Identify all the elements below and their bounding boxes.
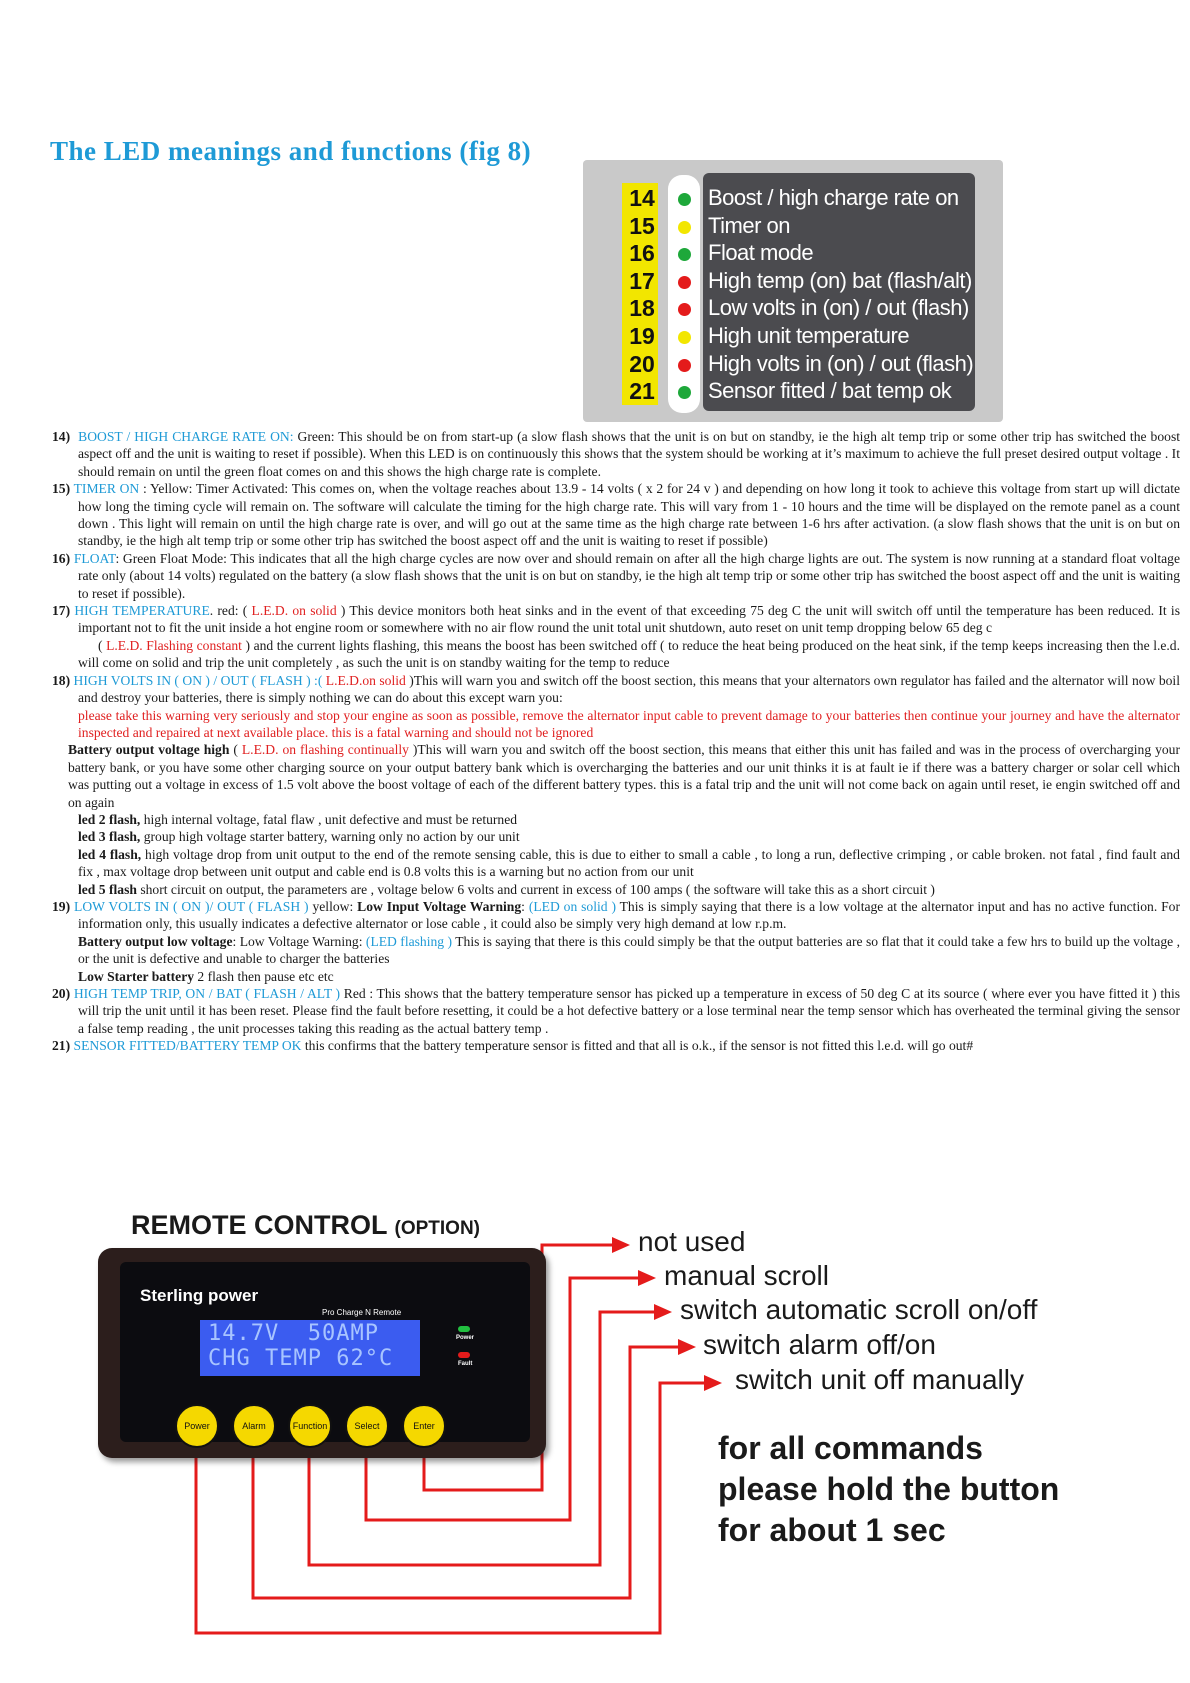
led-number: 14: [629, 185, 655, 211]
power-led-label: Power: [456, 1335, 475, 1341]
label-unit-off: switch unit off manually: [735, 1364, 1024, 1395]
led-number: 17: [629, 267, 655, 294]
section-16: 16) FLOAT: Green Float Mode: This indicates that all the high charge cycles are now over and should remain on after all the high charge lights are out. The system is now running at a standard float voltage rate only (about 14 volts) regulated on the battery (a slow flash shows that the unit is on but on standby, ie the high alt temp trip or some other trip has switched the boost aspect off and the unit is waiting to reset if possible).: [52, 550, 1181, 601]
lcd-line-1: 14.7V 50AMP: [208, 1321, 379, 1346]
brand-name: Sterling power: [140, 1286, 259, 1305]
label-alarm: switch alarm off/on: [703, 1329, 936, 1360]
led-label: High volts in (on) / out (flash): [708, 350, 974, 376]
led-label: Float mode: [708, 240, 814, 266]
arrow-auto-scroll: [654, 1304, 672, 1320]
section-20: 20) HIGH TEMP TRIP, ON / BAT ( FLASH / ALT ) Red : This shows that the battery temperature sensor has picked up a temperature in excess of 50 deg C at its source ( where ever you have fitted it ) this will trip the unit until it has been reset. Please find the fault before resetting, it could be a hot defective battery or a lose terminal near the temp sensor which has overheated the terminal giving the sensor a false temp reading , the unit processes taking this reading as the actual battery temp .: [52, 986, 1181, 1036]
section-14: 14) BOOST / HIGH CHARGE RATE ON: Green: This should be on from start-up (a slow flash shows that the unit is on but on standby, ie the high alt temp trip or some other trip has switched the boost aspect off and the unit is waiting to reset if possible). When this LED is on continuously this shows that the system should be working at it’s maximum to achieve the full preset desired output voltage . It should remain on until the green float comes on and this shows the high charge rate is complete.: [52, 429, 1181, 479]
led-label: High unit temperature: [708, 323, 910, 348]
arrow-alarm: [678, 1339, 696, 1355]
section-18-led4: led 4 flash, high voltage drop from unit output to the end of the remote sensing cable, this is due to either to small a cable , to long a run, deflective crimping , or cable broken. not fatal , find fault and fix , max voltage drop between unit output and cable end is 0.8 volts this is a warning but no action from our unit: [78, 846, 1180, 880]
lcd-line-2: CHG TEMP 62°C: [208, 1346, 394, 1371]
section-17: 17) HIGH TEMPERATURE. red: ( L.E.D. on solid ) This device monitors both heat sinks and in the event of that exceeding 75 deg C the unit will switch off until the temperature has been reduced. It is important not to fit the unit inside a hot engine room or somewhere with no air flow round the unit total unit shutdown, auto reset on unit temp dropping below 65 deg c: [52, 603, 1180, 636]
led-label: Boost / high charge rate on: [708, 185, 959, 210]
power-button[interactable]: Power: [175, 1404, 219, 1448]
section-18-led5: led 5 flash short circuit on output, the parameters are , voltage below 6 volts and current in excess of 100 amps ( the software will take this as a short circuit ): [78, 881, 935, 897]
led-number: 21: [629, 378, 655, 405]
fault-led: [458, 1352, 470, 1358]
section-19-battery-low: Battery output low voltage: Low Voltage Warning: (LED flashing ) This is saying that there is this could simply be that the output batteries are so flat that it could take a few hrs to build up the voltage , or the unit is defective and unable to charger the batteries: [78, 933, 1180, 967]
section-18-led2: led 2 flash, high internal voltage, fatal flaw , unit defective and must be returned: [78, 811, 518, 827]
led-number: 19: [629, 323, 655, 349]
page-title: The LED meanings and functions (fig 8): [50, 136, 532, 166]
led-label: Sensor fitted / bat temp ok: [708, 378, 952, 404]
section-21: 21) SENSOR FITTED/BATTERY TEMP OK this confirms that the battery temperature sensor is fitted and that all is o.k., if the sensor is not fitted this l.e.d. will go out#: [52, 1038, 974, 1054]
led-number: 16: [629, 240, 655, 267]
section-19: 19) LOW VOLTS IN ( ON )/ OUT ( FLASH ) yellow: Low Input Voltage Warning: (LED on solid ) This is simply saying that there is a low voltage at the alternator input and has no active function. For information only, this usually indicates a defective alternator or lose cable , it could also be simply very high demand at low r.p.m.: [52, 898, 1180, 932]
section-18-warning: please take this warning very seriously and stop your engine as soon as possible, remove the alternator input cable to prevent damage to your batteries then continue your journey and have the alternator inspected and repaired at next available place. this is a fatal warning and should not be ignored: [78, 707, 1180, 740]
section-18-battery-high: Battery output voltage high ( L.E.D. on flashing continually )This will warn you and switch off the boost section, this means that either this unit has failed and was in the process of overcharging your battery bank, or you have some other charging source on your output battery bank which is overcharging the batteries and our unit thinks it is at fault ie if there was a battery charger or solar cell which was putting out a voltage in excess of 1.5 volt above the boost voltage of each of the different battery types. this is a fatal trip and the unit will not come back on again until reset, ie engin switched off and on again: [68, 742, 1180, 810]
alarm-button[interactable]: Alarm: [232, 1404, 276, 1448]
model-name: Pro Charge N Remote: [322, 1308, 402, 1317]
section-18: 18) HIGH VOLTS IN ( ON ) / OUT ( FLASH ) :( L.E.D.on solid )This will warn you and switch off the boost section, this means that your alternators own regulator has failed and the alternator will now boil and destroy your batteries, there is simply nothing we can do about this except warn you:: [52, 672, 1180, 706]
arrow-not-used: [612, 1237, 630, 1253]
select-button[interactable]: Select: [345, 1404, 389, 1448]
hold-button-note: for all commands please hold the button for about 1 sec: [718, 1430, 1060, 1548]
arrow-unit-off: [704, 1375, 722, 1391]
arrow-manual-scroll: [638, 1270, 656, 1286]
led-label: Timer on: [708, 212, 790, 238]
function-button[interactable]: Function: [288, 1404, 332, 1448]
led-number: 18: [629, 295, 655, 322]
label-not-used: not used: [638, 1226, 746, 1257]
remote-title: REMOTE CONTROL (OPTION): [131, 1210, 481, 1240]
led-label: Low volts in (on) / out (flash): [708, 295, 969, 321]
section-19-starter: Low Starter battery 2 flash then pause etc etc: [78, 968, 334, 984]
fault-led-label: Fault: [458, 1361, 473, 1367]
led-number: 20: [629, 350, 655, 377]
led-label: High temp (on) bat (flash/alt): [708, 267, 972, 293]
power-led: [458, 1326, 470, 1332]
led-number: 15: [629, 212, 655, 239]
label-manual-scroll: manual scroll: [664, 1260, 829, 1291]
enter-button[interactable]: Enter: [402, 1404, 446, 1448]
section-18-led3: led 3 flash, group high voltage starter battery, warning only no action by our unit: [78, 829, 520, 845]
section-15: 15) TIMER ON : Yellow: Timer Activated: This comes on, when the voltage reaches about 13.9 - 14 volts ( x 2 for 24 v ) and depending on how long it took to achieve this voltage from start up will dictate how long the timing cycle will remain on. The software will calculate the timing for the high charge rate. This will vary from 1 - 10 hours and the time will be displayed on the remote panel as a count down . This light will remain on until the high charge rate is over, and will go out at the same time as the high charge rate between 1-6 hrs after activation. (a slow flash shows that the unit is on but on standby, ie the high alt temp trip or some other trip has switched the boost aspect off and the unit is waiting to reset if possible): [52, 481, 1181, 549]
section-17-flash: ( L.E.D. Flashing constant ) and the current lights flashing, this means the boost has been switched off ( to reduce the heat being produced on the heat sink, if the temp keeps increasing then the l.e.d. will come on solid and trip the unit completely , as such the unit is on standby waiting for the temp to reduce: [78, 637, 1180, 671]
label-auto-scroll: switch automatic scroll on/off: [680, 1294, 1038, 1325]
